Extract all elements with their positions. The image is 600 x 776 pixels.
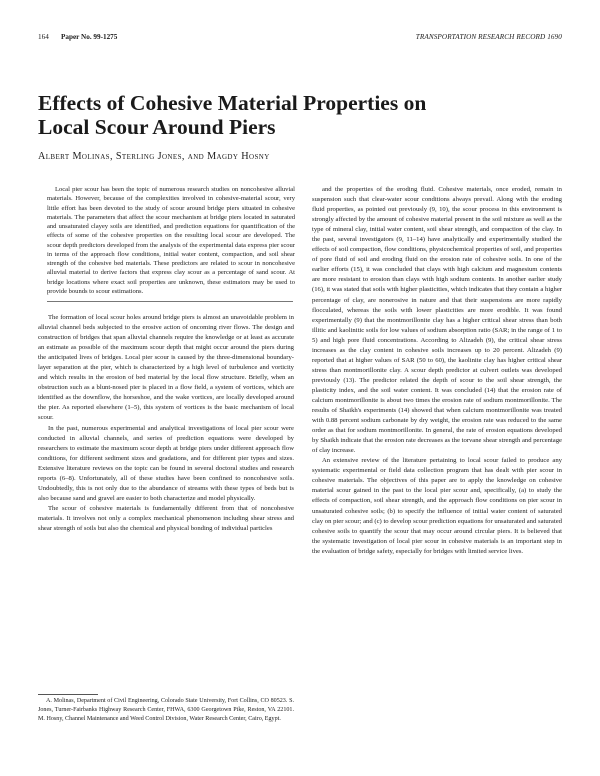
running-header — [38, 33, 562, 45]
title-line-1: Effects of Cohesive Material Properties on — [38, 91, 427, 115]
body-paragraph: In the past, numerous experimental and analytical investigations of local pier scour were conducted in alluvial channels, and series of prediction equations were developed by researchers to estimate the maximum scour depth at bridge piers under different approach flow conditions, for different sediment sizes and gradations, and for different pier types and sizes. Extensive literature reviews on the topic can be found in several doctoral studies and research reports (6–8). Unfortunately, all of these studies have been confined to noncohesive soils. Undoubtedly, this is not only due to the abundance of streams with these types of beds but is also because sand and gravel are easier to both characterize and model physically. — [38, 424, 294, 502]
journal-name: TRANSPORTATION RESEARCH RECORD 1690 — [415, 33, 562, 41]
abstract — [47, 185, 295, 296]
footnote-divider — [38, 694, 98, 695]
body-paragraph: The formation of local scour holes around bridge piers is almost an unavoidable problem in alluvial channel beds subjected to the erosive action of oncoming river flows. The design and construction of bridges that span alluvial channels require the knowledge or at least as accurate an estimate as possible of the maximum scour depth that might occur around the piers during the anticipated lives of bridges. Local pier scour is caused by the three-dimensional boundary-layer separation at the pier, which is characterized by a high level of turbulence and vorticity and which results in the erosion of bed material by the local flow structure. Briefly, when an obstruction such as a blunt-nosed pier is placed in a flow field, a system of vortices, which are identified as the downflow, the horseshoe, and the wake vortices, are locally developed around the pier. As reported elsewhere (1–5), this system of vortices is the basic mechanism of local scour. — [38, 314, 294, 422]
author-list: Albert Molinas, Sterling Jones, and Magdy Hosny — [38, 151, 270, 162]
body-paragraph: and the properties of the eroding fluid. Cohesive materials, once eroded, remain in suspension such that clear-water scour conditions always prevail. Along with the eroding fluid properties, as pointed out previously (9, 10), the scour process in this environment is strongly affected by the amount of cohesive material present in the soil mixture as well as the type of mineral clay, initial water content, soil shear strength, and compaction of the clay. In the past, several investigators (9, 11–14) have analytically and experimentally studied the effects of soil compaction, flow conditions, physicochemical properties of soil, and properties of pore fluid of soil and eroding fluid on the erosion rate of cohesive soils. In one of the earlier efforts (15), it was concluded that clays with high calcium and magnesium contents are more resistant to erosion than clays with high sodium contents. In another earlier study (16), it was stated that soils with higher plasticities, which indicates that they contain a higher percentage of clay, are nonerosive in nature and that their suspensions are more rapidly flocculated, whereas the soils with lower plasticities are more erodible. It was found experimentally (9) that the montmorillonite clay has a higher critical shear stress than both illitic and kaolinitic soils for low values of sodium absorption ratio (SAR; in the range of 1 to 5) and high pore fluid concentrations. According to Alizadeh (9), the critical shear stress increases as the clay content in cohesive soils increases up to 20 percent. Alizadeh (9) reported that at higher values of SAR (50 to 60), the kaolinite clay has higher critical shear stress than montmorillonite clay. A scour depth predictor at culvert outlets was developed previously (13). The predictor related the depth of scour to the soil shear strength, the plasticity index, and the soil water content. It was concluded (14) that the erosion rate of calcium montmorillonite is about two times the erosion rate of sodium montmorillonite. The results of Shaikh's experiments (14) showed that when calcium montmorillonite was treated with 0.88 percent sodium carbonate by dry weight, the erosion rate was reduced to the same order as that for sodium montmorillonite. In general, the rate of erosion equations developed by Shaikh indicate that the erosion rate decreases as the torvane shear strength and percentage of clay increase. — [312, 186, 562, 455]
author-affiliations-footnote — [38, 697, 294, 724]
paper-number: Paper No. 99-1275 — [61, 33, 118, 41]
body-paragraph: An extensive review of the literature pertaining to local scour failed to produce any systematic experimental or field data collection program that has dealt with pier scour in cohesive materials. The objectives of this paper are to apply the knowledge on cohesive material scour gained in the past to the local pier scour and, specifically, (a) to study the effects of compaction, soil shear strength, and the approach flow conditions on pier scour in unsaturated cohesive soils; (b) to specify the influence of initial water content of saturated clay on pier scour; and (c) to develop scour prediction equations for unsaturated and saturated cohesive soils to quantify the scour that may occur around circular piers. It is believed that the systematic investigation of local pier scour in cohesive materials is an important step in the evaluation of bridge safety, especially for bridges with limited service lives. — [312, 457, 562, 555]
title-line-2: Local Scour Around Piers — [38, 115, 276, 139]
page-number: 164 — [38, 33, 49, 41]
body-column-right — [312, 185, 562, 557]
abstract-text: Local pier scour has been the topic of numerous research studies on noncohesive alluvial materials. However, because of the complexities involved in cohesive-material scour, very little effort has been devoted to the study of scour around bridge piers situated in cohesive materials. The parameters that affect the scour mechanism at bridge piers located in saturated and unsaturated clayey soils are identified, and prediction equations for quantification of the effects of some of the cohesive properties on the resulting local scour are developed. The scour depth predictors developed from the analysis of the experimental data express pier scour in terms of the approach flow conditions, initial water content, compaction, and soil shear strength of the cohesive bed materials. These predictors are related to scour in noncohesive alluvial material to derive factors that express clay scour as a percentage of sand scour. At bridge locations where exact soil properties are unknown, these estimators may be used to provide bounds to scour estimations. — [47, 186, 295, 295]
paper-title — [38, 91, 508, 139]
footnote-text: A. Molinas, Department of Civil Engineering, Colorado State University, Fort Collins, CO 80523. S. Jones, Turner-Fairbanks Highway Research Center, FHWA, 6300 Georgetown Pike, Reston, VA 22101. M. Hosny, Channel Maintenance and Weed Control Division, Water Research Center, Cairo, Egypt. — [38, 698, 294, 722]
body-column-left — [38, 313, 294, 534]
body-paragraph: The scour of cohesive materials is fundamentally different from that of noncohesive materials. It involves not only a complex mechanical phenomenon including shear stress and shear strength of soils but also the chemical and physical bonding of individual particles — [38, 504, 294, 532]
abstract-divider — [47, 301, 293, 302]
